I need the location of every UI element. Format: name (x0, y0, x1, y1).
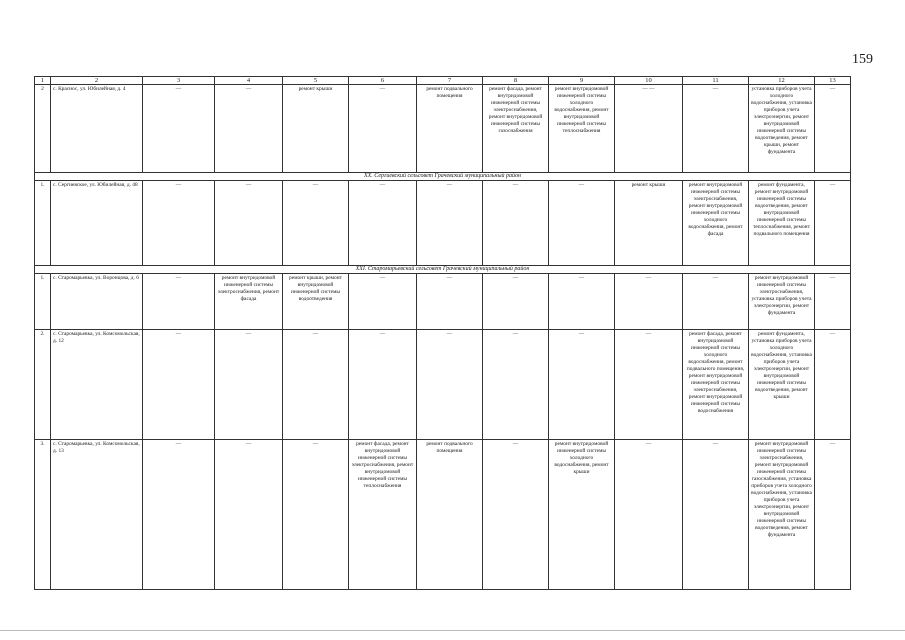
table-row (35, 181, 851, 266)
column-header: 8 (483, 77, 549, 85)
table-cell: — (483, 440, 549, 590)
table-cell: — (215, 330, 283, 440)
table-cell: — (683, 440, 749, 590)
table-cell: ремонт крыши (283, 85, 349, 173)
column-header: 3 (143, 77, 215, 85)
table-cell: — (683, 85, 749, 173)
address-cell: с. Старомарьевка, ул. Комсомольская, д. 12 (51, 330, 143, 440)
table-cell: — (215, 181, 283, 266)
column-header: 2 (51, 77, 143, 85)
table-cell: ремонт крыши, ремонт внутридомовой инженерной системы водоотведения (283, 274, 349, 330)
table-cell: — (483, 181, 549, 266)
section-header-row (35, 266, 851, 274)
column-header: 1 (35, 77, 51, 85)
address-cell: с. Сергиевское, ул. Юбилейная, д. 48 (51, 181, 143, 266)
table-row (35, 440, 851, 590)
table-cell: ремонт внутридомовой инженерной системы электроснабжения, ремонт внутридомовой инженерной системы холодного водоснабжения, ремонт фасада (683, 181, 749, 266)
row-number: 1. (35, 181, 51, 266)
table-cell: ремонт внутридомовой инженерной системы электроснабжения, ремонт фасада (215, 274, 283, 330)
page-number: 159 (852, 52, 873, 67)
column-header: 12 (749, 77, 815, 85)
table-cell: — (815, 85, 851, 173)
repair-schedule-table (34, 76, 851, 590)
table-cell: — (215, 440, 283, 590)
table-row (35, 274, 851, 330)
table-cell: — (143, 330, 215, 440)
column-header: 6 (349, 77, 417, 85)
table-cell: ремонт крыши (615, 181, 683, 266)
column-header: 5 (283, 77, 349, 85)
table-cell: — (815, 440, 851, 590)
table-cell: — (615, 330, 683, 440)
table-cell: ремонт внутридомовой инженерной системы электроснабжения, установка приборов учета электроэнергии, ремонт фундамента (749, 274, 815, 330)
table-cell: — (283, 330, 349, 440)
table-cell: — (283, 440, 349, 590)
row-number: 2. (35, 330, 51, 440)
table-cell: — (615, 274, 683, 330)
table-cell: — (349, 330, 417, 440)
scan-artifact-line (0, 630, 905, 631)
column-header: 13 (815, 77, 851, 85)
column-header: 4 (215, 77, 283, 85)
section-header-row (35, 173, 851, 181)
table-cell: — (143, 181, 215, 266)
address-cell: с. Старомарьевка, ул. Воронцова, д. 6 (51, 274, 143, 330)
address-cell: с. Краснос, ул. Юбилейная, д. 4 (51, 85, 143, 173)
row-number: 3. (35, 440, 51, 590)
table-cell: ремонт фундамента, ремонт внутридомовой инженерной системы водоотведения, ремонт внутридомовой инженерной системы теплоснабжения, ремонт подвального помещения (749, 181, 815, 266)
column-header: 9 (549, 77, 615, 85)
table-row (35, 330, 851, 440)
table-cell: ремонт фасада, ремонт внутридомовой инженерной системы электроснабжения, ремонт внутридомовой инженерной системы газоснабжения (483, 85, 549, 173)
table-cell: — (349, 181, 417, 266)
table-cell: — (143, 274, 215, 330)
table-cell: — (417, 330, 483, 440)
table-cell: — (483, 274, 549, 330)
table-cell: — (283, 181, 349, 266)
table-cell: — (483, 330, 549, 440)
table-cell: ремонт подвального помещения (417, 85, 483, 173)
table-cell: — (549, 181, 615, 266)
section-title: XX. Сергиевский сельсовет Грачевский муниципальный район (35, 173, 851, 181)
table-cell: ремонт внутридомовой инженерной системы электроснабжения, ремонт внутридомовой инженерной системы газоснабжения, установка приборов учета холодного водоснабжения, установка приборов учета электроэнергии, ремонт внутридомовой инженерной системы водоотведения, ремонт фундамента (749, 440, 815, 590)
table-cell: ремонт фасада, ремонт внутридомовой инженерной системы холодного водоснабжения, ремонт подвального помещения, ремонт внутридомовой инженерной системы электроснабжения, ремонт внутридомовой инженерной системы водоснабжения (683, 330, 749, 440)
table-cell: — (549, 274, 615, 330)
table-row (35, 85, 851, 173)
table-cell: ремонт фасада, ремонт внутридомовой инженерной системы электроснабжения, ремонт внутридомовой инженерной системы теплоснабжения (349, 440, 417, 590)
address-cell: с. Старомарьевка, ул. Комсомольская, д. 13 (51, 440, 143, 590)
table-cell: — (549, 330, 615, 440)
row-number: 1. (35, 274, 51, 330)
table-cell: — (417, 181, 483, 266)
table-cell: — (215, 85, 283, 173)
table-cell: — (815, 330, 851, 440)
table-cell: — (349, 85, 417, 173)
table-cell: — (417, 274, 483, 330)
row-number: 2 (35, 85, 51, 173)
table-cell: — — (615, 85, 683, 173)
table-cell: — (815, 274, 851, 330)
table-cell: ремонт внутридомовой инженерной системы холодного водоснабжения, ремонт крыши (549, 440, 615, 590)
column-header: 11 (683, 77, 749, 85)
table-cell: — (615, 440, 683, 590)
table-cell: — (349, 274, 417, 330)
column-number-row (35, 77, 851, 85)
table-cell: — (143, 440, 215, 590)
column-header: 7 (417, 77, 483, 85)
column-header: 10 (615, 77, 683, 85)
table-cell: — (683, 274, 749, 330)
table-cell: ремонт внутридомовой инженерной системы холодного водоснабжения, ремонт внутридомовой инженерной системы теплоснабжения (549, 85, 615, 173)
table-cell: — (815, 181, 851, 266)
table-cell: установка приборов учета холодного водоснабжения, установка приборов учета электроэнергии, ремонт внутридомовой инженерной системы водоотведения, ремонт крыши, ремонт фундамента (749, 85, 815, 173)
section-title: XXI. Старомарьевский сельсовет Грачевский муниципальный район (35, 266, 851, 274)
table-cell: ремонт фундамента, установка приборов учета холодного водоснабжения, установка приборов учета электроэнергии, ремонт внутридомовой инженерной системы водоотведения, ремонт крыши (749, 330, 815, 440)
table-cell: ремонт подвального помещения (417, 440, 483, 590)
table-cell: — (143, 85, 215, 173)
